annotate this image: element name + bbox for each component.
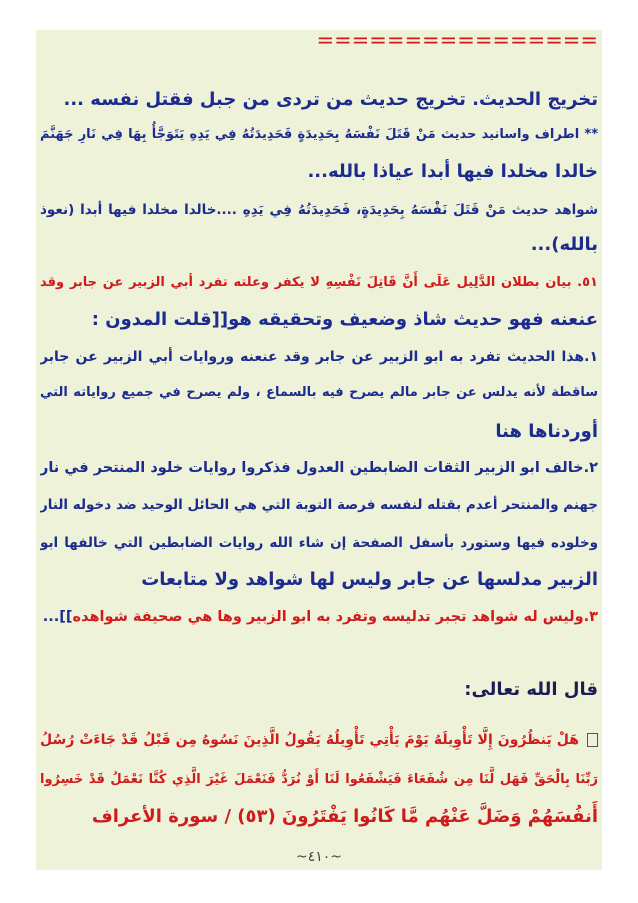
point2-line-2: جهنم والمنتحر أعدم بقتله لنفسه فرصة التوبة التي هي الحائل الوحيد ضد دخوله النار bbox=[40, 497, 598, 513]
quran-verse-text-1: هَلْ يَنظُرُونَ إِلَّا تَأْوِيلَهُ يَوْمَ يَأْتِي تَأْوِيلُهُ يَقُولُ الَّذِينَ نَسُوهُ مِن قَبْلُ قَدْ جَاءَتْ رُسُلُ bbox=[40, 732, 579, 748]
quran-verse-line-2: رَبِّنَا بِالْحَقِّ فَهَل لَّنَا مِن شُفَعَاءَ فَيَشْفَعُوا لَنَا أَوْ نُرَدُّ فَنَعْمَلَ غَيْرَ الَّذِي كُنَّا نَعْمَلُ قَدْ خَسِرُوا bbox=[40, 772, 598, 787]
point3-text: ٣.وليس له شواهد تجبر تدليسه وتفرد به ابو الزبير وها هي صحيفة شواهده bbox=[72, 609, 598, 625]
shawahid-line-1: شواهد حديث مَنْ قَتَلَ نَفْسَهُ بِحَدِيدَةٍ، فَحَدِيدَتُهُ فِي يَدِهِ ....خالدا مخلدا فيها أبدا (نعوذ bbox=[40, 202, 598, 218]
section-heading-line-2: عنعنه فهو حديث شاذ وضعيف وتحقيقه هو[[قلت المدون : bbox=[91, 309, 598, 330]
quran-verse-line-3: أَنفُسَهُمْ وَضَلَّ عَنْهُم مَّا كَانُوا يَفْتَرُونَ (٥٣) / سورة الأعراف bbox=[91, 806, 598, 827]
quran-intro: قال الله تعالى: bbox=[464, 679, 598, 700]
separator-line: ================ bbox=[316, 28, 598, 52]
shawahid-line-2: بالله)... bbox=[530, 234, 598, 255]
point1-line-3: أوردناها هنا bbox=[495, 421, 598, 442]
point1-line-2: ساقطة لأنه يدلس عن جابر مالم يصرح فيه بالسماع ، ولم يصرح في جميع رواياته التي bbox=[40, 385, 598, 400]
point2-line-4: الزبير مدلسها عن جابر وليس لها شواهد ولا متابعات bbox=[141, 569, 598, 590]
point2-line-1: ٢.خالف ابو الزبير الثقات الضابطين العدول فذكروا روايات خلود المنتحر في نار bbox=[40, 460, 598, 476]
document-page bbox=[36, 30, 602, 870]
point3-closing: ]]... bbox=[42, 609, 73, 625]
atraf-line-1: ** اطراف واسانيد حديث مَنْ قَتَلَ نَفْسَهُ بِحَدِيدَةٍ فَحَدِيدَتُهُ فِي يَدِهِ يَتَوَجَّأُ بِهَا فِي نَارِ جَهَنَّمَ bbox=[40, 127, 598, 142]
section-heading-line-1: ٥١. بيان بطلان الدَّلِيل عَلَى أَنَّ قَاتِلَ نَفْسِهِ لا يكفر وعلته تفرد أبي الزبير عن جابر وقد bbox=[40, 275, 598, 290]
page-number: ~٤١٠~ bbox=[295, 849, 343, 865]
missing-glyph-icon bbox=[587, 733, 598, 747]
quran-verse-line-1 bbox=[40, 723, 598, 757]
point2-line-3: وخلوده فيها وستورد بأسفل الصفحة إن شاء الله روايات الضابطين التي خالفها ابو bbox=[40, 535, 598, 551]
point1-line-1: ١.هذا الحديث تفرد به ابو الزبير عن جابر وقد عنعنه وروايات أبي الزبير عن جابر bbox=[40, 349, 598, 365]
atraf-line-2: خالدا مخلدا فيها أبدا عياذا بالله... bbox=[307, 161, 598, 182]
point3-line bbox=[40, 600, 598, 634]
takhrij-title: تخريج الحديث. تخريج حديث من تردى من جبل فقتل نفسه ... bbox=[63, 89, 598, 110]
